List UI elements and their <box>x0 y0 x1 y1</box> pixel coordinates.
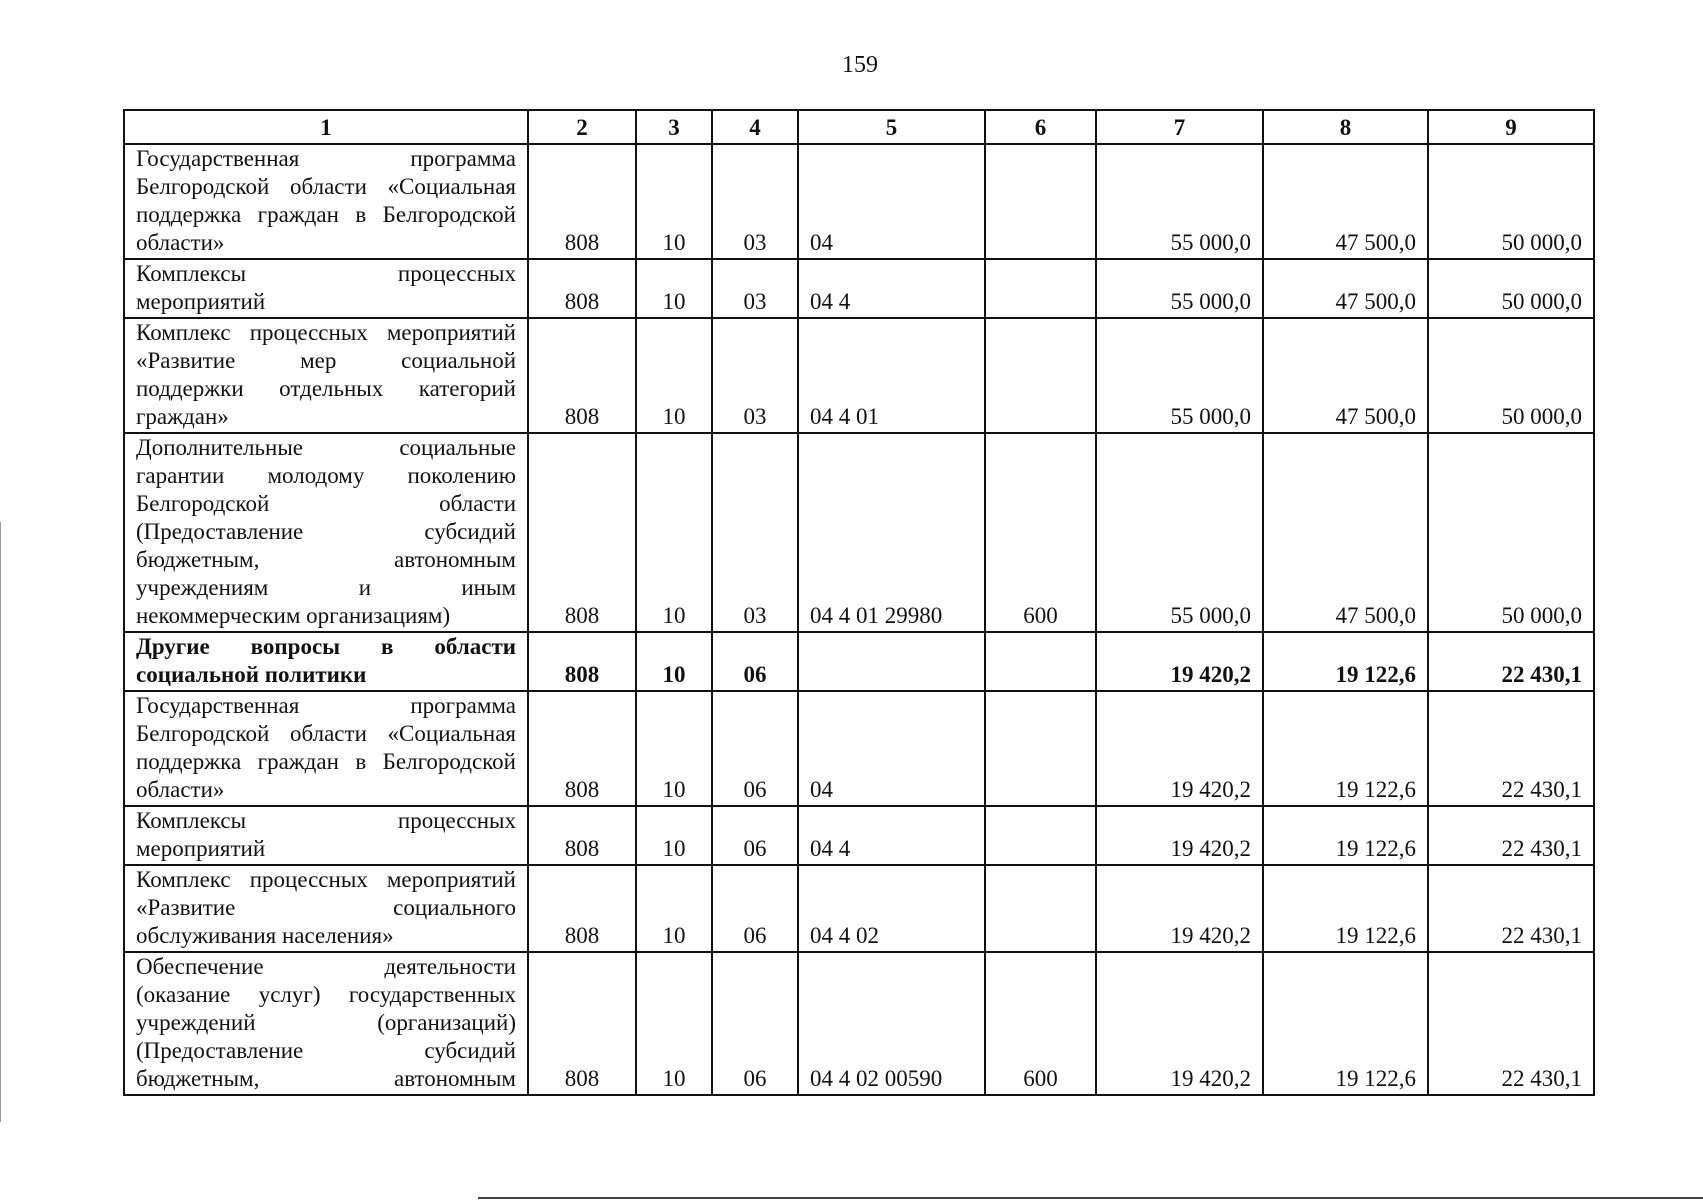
row-name-cell <box>124 952 528 1095</box>
column-5-cell <box>798 632 985 691</box>
column-6-cell <box>985 318 1096 433</box>
page-bottom-rule <box>478 1197 1703 1199</box>
column-9-cell: 22 430,1 <box>1428 952 1594 1095</box>
column-7-cell: 19 420,2 <box>1096 952 1263 1095</box>
column-2-cell: 808 <box>528 806 636 865</box>
table-header-row <box>124 110 1594 144</box>
column-9-cell: 22 430,1 <box>1428 865 1594 952</box>
column-4-cell: 06 <box>712 865 798 952</box>
table-row <box>124 259 1594 318</box>
row-name-line: «Развитие мер социальной <box>136 348 516 373</box>
column-5-cell: 04 4 <box>798 259 985 318</box>
row-name-cell <box>124 691 528 806</box>
column-6-cell <box>985 865 1096 952</box>
column-2-cell: 808 <box>528 952 636 1095</box>
row-name-line: Государственная программа <box>136 146 516 171</box>
row-name-line: учреждениям и иным <box>136 575 516 600</box>
row-name-line: некоммерческим организациям) <box>136 603 451 628</box>
column-6-cell <box>985 144 1096 259</box>
column-8-cell: 19 122,6 <box>1263 691 1428 806</box>
row-name-line: поддержки отдельных категорий <box>136 376 516 401</box>
column-2-cell: 808 <box>528 318 636 433</box>
row-name-line: Дополнительные социальные <box>136 435 516 460</box>
row-name-cell <box>124 632 528 691</box>
header-cell-8: 8 <box>1263 110 1428 144</box>
column-3-cell: 10 <box>636 433 712 632</box>
row-name-line: Комплекс процессных мероприятий <box>136 320 516 345</box>
column-2-cell: 808 <box>528 144 636 259</box>
column-6-cell <box>985 806 1096 865</box>
column-7-cell: 55 000,0 <box>1096 318 1263 433</box>
row-name-cell <box>124 806 528 865</box>
table-row <box>124 144 1594 259</box>
column-5-cell: 04 4 <box>798 806 985 865</box>
column-8-cell: 47 500,0 <box>1263 318 1428 433</box>
column-3-cell: 10 <box>636 865 712 952</box>
table-row <box>124 806 1594 865</box>
row-name-line: Комплексы процессных <box>136 261 516 286</box>
column-2-cell: 808 <box>528 433 636 632</box>
column-3-cell: 10 <box>636 259 712 318</box>
column-6-cell <box>985 259 1096 318</box>
column-9-cell: 50 000,0 <box>1428 318 1594 433</box>
row-name-line: мероприятий <box>136 289 266 314</box>
row-name-line: граждан» <box>136 404 229 429</box>
column-7-cell: 55 000,0 <box>1096 433 1263 632</box>
row-name-line: поддержка граждан в Белгородской <box>136 749 516 774</box>
column-8-cell: 19 122,6 <box>1263 806 1428 865</box>
header-cell-3: 3 <box>636 110 712 144</box>
column-3-cell: 10 <box>636 806 712 865</box>
column-4-cell: 06 <box>712 806 798 865</box>
column-5-cell: 04 4 02 <box>798 865 985 952</box>
column-4-cell: 06 <box>712 632 798 691</box>
row-name-line: Белгородской области «Социальная <box>136 721 516 746</box>
row-name-cell <box>124 144 528 259</box>
column-8-cell: 47 500,0 <box>1263 259 1428 318</box>
column-6-cell <box>985 691 1096 806</box>
column-9-cell: 22 430,1 <box>1428 806 1594 865</box>
row-name-cell <box>124 865 528 952</box>
column-3-cell: 10 <box>636 632 712 691</box>
budget-table <box>123 109 1595 1096</box>
column-7-cell: 19 420,2 <box>1096 632 1263 691</box>
header-cell-9: 9 <box>1428 110 1594 144</box>
header-cell-6: 6 <box>985 110 1096 144</box>
table-row <box>124 318 1594 433</box>
row-name-line: Комплексы процессных <box>136 808 516 833</box>
column-3-cell: 10 <box>636 952 712 1095</box>
row-name-line: социальной политики <box>136 662 367 687</box>
row-name-line: бюджетным, автономным <box>136 547 516 572</box>
table-row <box>124 952 1594 1095</box>
column-7-cell: 55 000,0 <box>1096 259 1263 318</box>
row-name-line: учреждений (организаций) <box>136 1010 516 1035</box>
column-3-cell: 10 <box>636 318 712 433</box>
row-name-line: Белгородской области <box>136 491 516 516</box>
column-5-cell: 04 4 02 00590 <box>798 952 985 1095</box>
row-name-line: (Предоставление субсидий <box>136 1038 516 1063</box>
column-7-cell: 55 000,0 <box>1096 144 1263 259</box>
column-9-cell: 22 430,1 <box>1428 632 1594 691</box>
column-3-cell: 10 <box>636 691 712 806</box>
row-name-line: Комплекс процессных мероприятий <box>136 867 516 892</box>
column-9-cell: 50 000,0 <box>1428 144 1594 259</box>
column-5-cell: 04 4 01 29980 <box>798 433 985 632</box>
header-cell-7: 7 <box>1096 110 1263 144</box>
row-name-line: области» <box>136 777 225 802</box>
row-name-line: Государственная программа <box>136 693 516 718</box>
row-name-line: мероприятий <box>136 836 266 861</box>
column-8-cell: 47 500,0 <box>1263 433 1428 632</box>
row-name-cell <box>124 259 528 318</box>
row-name-line: Белгородской области «Социальная <box>136 174 516 199</box>
table-row <box>124 865 1594 952</box>
column-2-cell: 808 <box>528 865 636 952</box>
column-7-cell: 19 420,2 <box>1096 806 1263 865</box>
row-name-line: области» <box>136 230 225 255</box>
column-9-cell: 50 000,0 <box>1428 433 1594 632</box>
column-5-cell: 04 <box>798 691 985 806</box>
column-5-cell: 04 <box>798 144 985 259</box>
row-name-line: Обеспечение деятельности <box>136 954 516 979</box>
row-name-cell <box>124 433 528 632</box>
column-6-cell: 600 <box>985 433 1096 632</box>
column-8-cell: 19 122,6 <box>1263 632 1428 691</box>
row-name-cell <box>124 318 528 433</box>
row-name-line: (оказание услуг) государственных <box>136 982 516 1007</box>
column-2-cell: 808 <box>528 632 636 691</box>
table-body <box>124 110 1594 1095</box>
column-4-cell: 03 <box>712 318 798 433</box>
row-name-line: Другие вопросы в области <box>136 634 516 659</box>
page-left-edge-line <box>0 522 1 1122</box>
column-4-cell: 06 <box>712 952 798 1095</box>
column-6-cell: 600 <box>985 952 1096 1095</box>
column-6-cell <box>985 632 1096 691</box>
table-row <box>124 632 1594 691</box>
column-4-cell: 03 <box>712 433 798 632</box>
page-number: 159 <box>842 52 878 78</box>
row-name-line: (Предоставление субсидий <box>136 519 516 544</box>
column-9-cell: 50 000,0 <box>1428 259 1594 318</box>
column-7-cell: 19 420,2 <box>1096 691 1263 806</box>
column-7-cell: 19 420,2 <box>1096 865 1263 952</box>
column-3-cell: 10 <box>636 144 712 259</box>
header-cell-1: 1 <box>124 110 528 144</box>
row-name-line: бюджетным, автономным <box>136 1066 516 1091</box>
column-4-cell: 06 <box>712 691 798 806</box>
column-5-cell: 04 4 01 <box>798 318 985 433</box>
row-name-line: поддержка граждан в Белгородской <box>136 202 516 227</box>
column-9-cell: 22 430,1 <box>1428 691 1594 806</box>
column-8-cell: 19 122,6 <box>1263 865 1428 952</box>
header-cell-4: 4 <box>712 110 798 144</box>
table-row <box>124 433 1594 632</box>
row-name-line: гарантии молодому поколению <box>136 463 516 488</box>
column-8-cell: 47 500,0 <box>1263 144 1428 259</box>
column-4-cell: 03 <box>712 259 798 318</box>
header-cell-5: 5 <box>798 110 985 144</box>
header-cell-2: 2 <box>528 110 636 144</box>
row-name-line: «Развитие социального <box>136 895 516 920</box>
column-2-cell: 808 <box>528 691 636 806</box>
column-4-cell: 03 <box>712 144 798 259</box>
column-2-cell: 808 <box>528 259 636 318</box>
table-row <box>124 691 1594 806</box>
row-name-line: обслуживания населения» <box>136 923 394 948</box>
column-8-cell: 19 122,6 <box>1263 952 1428 1095</box>
